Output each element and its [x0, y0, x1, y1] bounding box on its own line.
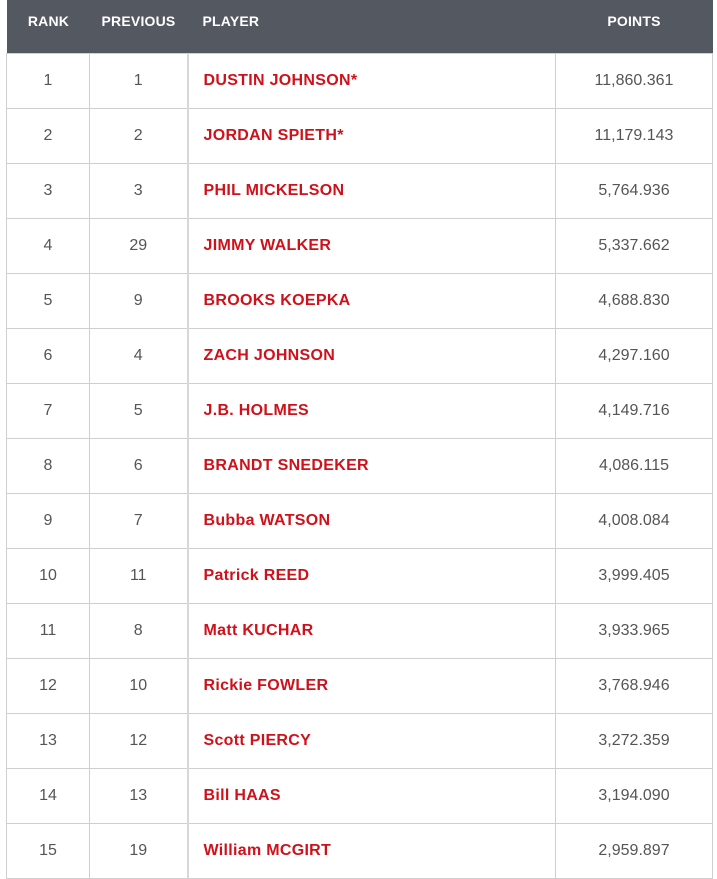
player-cell — [188, 603, 556, 658]
rank-cell: 2 — [7, 108, 90, 163]
rank-cell: 13 — [7, 713, 90, 768]
player-cell — [188, 108, 556, 163]
player-name-link[interactable]: ZACH JOHNSON — [203, 346, 336, 364]
rank-cell: 10 — [7, 548, 90, 603]
player-cell — [188, 768, 556, 823]
player-name-link[interactable]: Matt KUCHAR — [203, 621, 314, 639]
previous-rank-cell: 4 — [90, 328, 188, 383]
player-name-link[interactable]: Bill HAAS — [203, 786, 281, 804]
points-cell: 4,688.830 — [556, 273, 713, 328]
points-cell: 2,959.897 — [556, 823, 713, 878]
table-row — [7, 768, 713, 823]
column-header-player: PLAYER — [202, 13, 260, 29]
player-cell — [188, 328, 556, 383]
rank-cell: 9 — [7, 493, 90, 548]
player-name-link[interactable]: BROOKS KOEPKA — [203, 291, 351, 309]
previous-rank-cell: 29 — [90, 218, 188, 273]
rank-cell: 12 — [7, 658, 90, 713]
player-name-link[interactable]: JIMMY WALKER — [203, 236, 332, 254]
points-cell: 11,860.361 — [556, 53, 713, 108]
points-cell: 3,194.090 — [556, 768, 713, 823]
rank-cell: 3 — [7, 163, 90, 218]
previous-rank-cell: 19 — [90, 823, 188, 878]
player-name-link[interactable]: DUSTIN JOHNSON* — [203, 71, 358, 89]
table-row — [7, 823, 713, 878]
player-cell — [188, 163, 556, 218]
column-header-previous: PREVIOUS — [101, 13, 176, 29]
points-cell: 4,008.084 — [556, 493, 713, 548]
previous-rank-cell: 2 — [90, 108, 188, 163]
table-row — [7, 163, 713, 218]
player-cell — [188, 658, 556, 713]
table-row — [7, 383, 713, 438]
table-row — [7, 328, 713, 383]
previous-rank-cell: 13 — [90, 768, 188, 823]
previous-rank-cell: 8 — [90, 603, 188, 658]
rank-cell: 14 — [7, 768, 90, 823]
standings-table — [6, 0, 713, 879]
rank-cell: 4 — [7, 218, 90, 273]
header-row — [7, 0, 713, 53]
table-row — [7, 493, 713, 548]
table-row — [7, 658, 713, 713]
rank-cell: 11 — [7, 603, 90, 658]
player-name-link[interactable]: Bubba WATSON — [203, 511, 331, 529]
player-name-link[interactable]: J.B. HOLMES — [203, 401, 310, 419]
player-cell — [188, 383, 556, 438]
table-row — [7, 108, 713, 163]
player-name-link[interactable]: Scott PIERCY — [203, 731, 312, 749]
player-cell — [188, 53, 556, 108]
rank-cell: 5 — [7, 273, 90, 328]
rank-cell: 15 — [7, 823, 90, 878]
table-row — [7, 438, 713, 493]
player-name-link[interactable]: William MCGIRT — [203, 841, 332, 859]
previous-rank-cell: 1 — [90, 53, 188, 108]
table-header — [7, 0, 713, 53]
points-cell: 3,933.965 — [556, 603, 713, 658]
previous-rank-cell: 10 — [90, 658, 188, 713]
previous-rank-cell: 12 — [90, 713, 188, 768]
player-cell — [188, 823, 556, 878]
previous-rank-cell: 11 — [90, 548, 188, 603]
previous-rank-cell: 9 — [90, 273, 188, 328]
player-name-link[interactable]: JORDAN SPIETH* — [203, 126, 344, 144]
previous-rank-cell: 6 — [90, 438, 188, 493]
rank-cell: 8 — [7, 438, 90, 493]
player-cell — [188, 713, 556, 768]
table-row — [7, 53, 713, 108]
column-header-rank: RANK — [27, 13, 70, 29]
standings-table-container — [6, 0, 712, 879]
points-cell: 5,764.936 — [556, 163, 713, 218]
player-cell — [188, 438, 556, 493]
player-name-link[interactable]: PHIL MICKELSON — [203, 181, 345, 199]
player-cell — [188, 493, 556, 548]
column-header-points: POINTS — [607, 13, 661, 29]
player-name-link[interactable]: Rickie FOWLER — [203, 676, 329, 694]
player-cell — [188, 548, 556, 603]
previous-rank-cell: 3 — [90, 163, 188, 218]
player-name-link[interactable]: BRANDT SNEDEKER — [203, 456, 369, 474]
rank-cell: 1 — [7, 53, 90, 108]
player-cell — [188, 218, 556, 273]
points-cell: 4,297.160 — [556, 328, 713, 383]
points-cell: 3,272.359 — [556, 713, 713, 768]
table-row — [7, 218, 713, 273]
points-cell: 3,999.405 — [556, 548, 713, 603]
table-body — [7, 53, 713, 878]
points-cell: 5,337.662 — [556, 218, 713, 273]
player-name-link[interactable]: Patrick REED — [203, 566, 310, 584]
points-cell: 3,768.946 — [556, 658, 713, 713]
previous-rank-cell: 5 — [90, 383, 188, 438]
table-row — [7, 713, 713, 768]
rank-cell: 6 — [7, 328, 90, 383]
previous-rank-cell: 7 — [90, 493, 188, 548]
points-cell: 11,179.143 — [556, 108, 713, 163]
rank-cell: 7 — [7, 383, 90, 438]
table-row — [7, 548, 713, 603]
points-cell: 4,086.115 — [556, 438, 713, 493]
player-cell — [188, 273, 556, 328]
table-row — [7, 273, 713, 328]
table-row — [7, 603, 713, 658]
points-cell: 4,149.716 — [556, 383, 713, 438]
